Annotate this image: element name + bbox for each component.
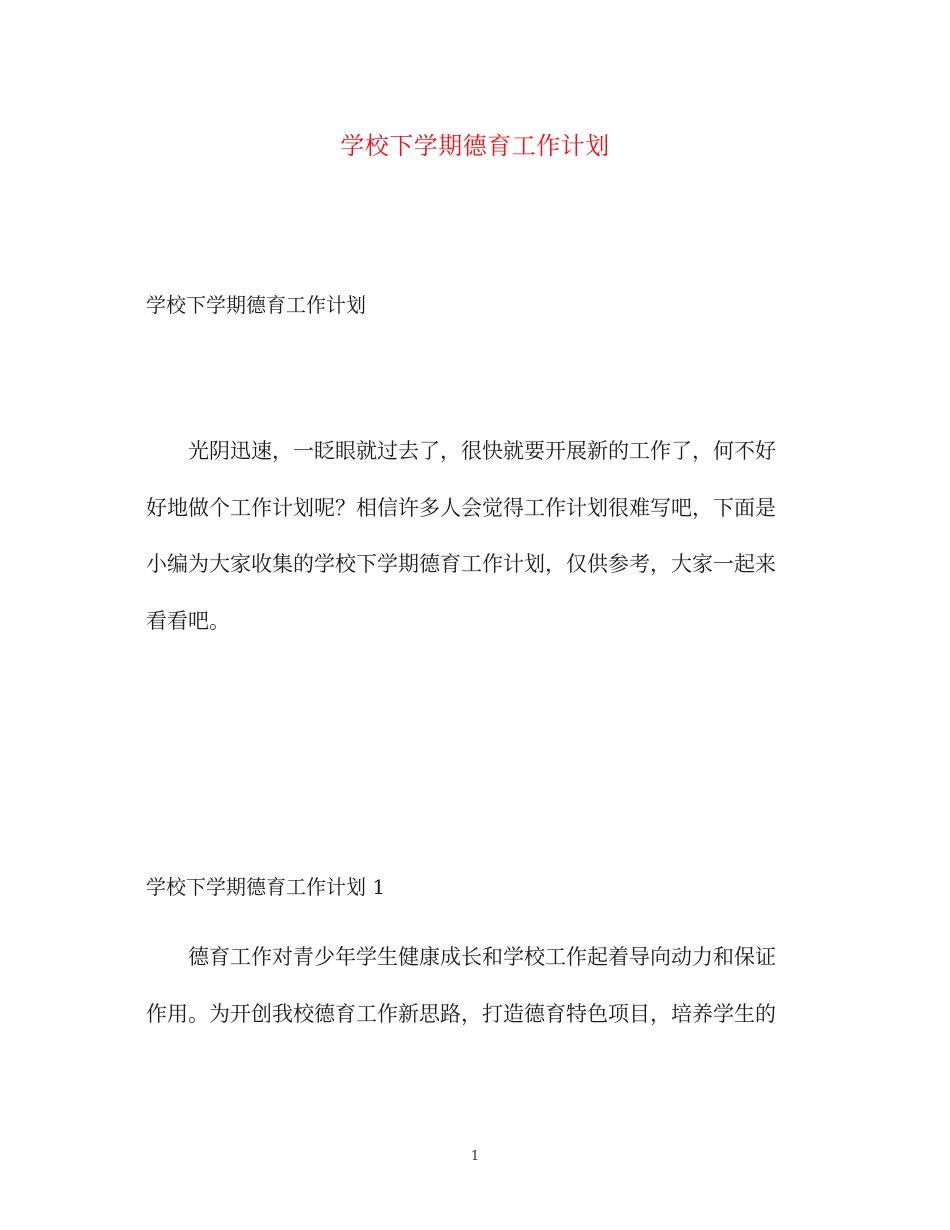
section-heading: 学校下学期德育工作计划 [146,293,366,317]
paragraph-line: 小编为大家收集的学校下学期德育工作计划，仅供参考，大家一起来 [146,552,776,576]
paragraph-line: 好地做个工作计划呢？相信许多人会觉得工作计划很难写吧，下面是 [146,495,776,520]
paragraph-line: 看看吧。 [146,608,230,633]
document-title: 学校下学期德育工作计划 [340,132,610,160]
page-number: 1 [470,1149,480,1164]
paragraph-line: 光阴迅速，一眨眼就过去了，很快就要开展新的工作了，何不好 [188,439,776,463]
intro-paragraph [146,436,802,662]
plan1-heading: 学校下学期德育工作计划 1 [146,875,386,899]
plan1-paragraph [146,942,802,1055]
paragraph-line: 作用。为开创我校德育工作新思路，打造德育特色项目，培养学生的 [146,1001,776,1026]
paragraph-line: 德育工作对青少年学生健康成长和学校工作起着导向动力和保证 [188,945,776,969]
